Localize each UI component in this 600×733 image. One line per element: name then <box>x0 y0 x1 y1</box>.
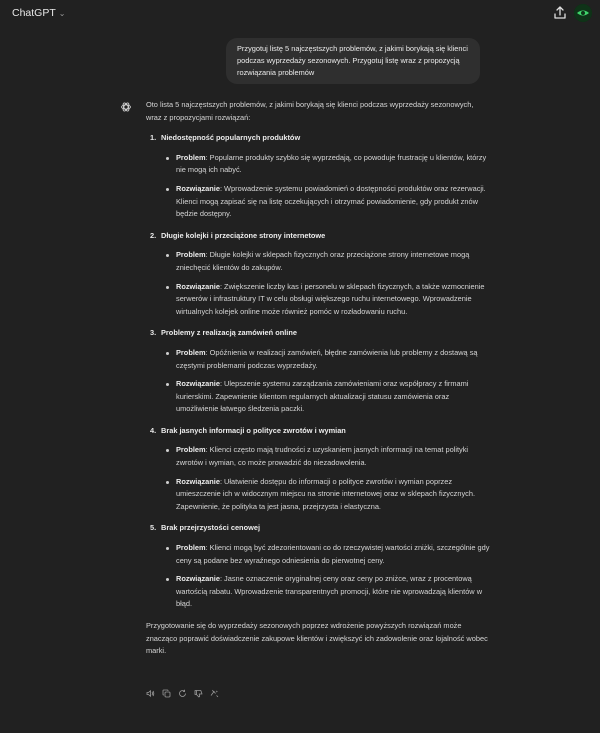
solution-bullet <box>161 573 490 611</box>
problem-label: Problem <box>176 152 206 162</box>
list-item <box>146 327 490 416</box>
solution-bullet <box>161 378 490 416</box>
problem-text: : Długie kolejki w sklepach fizycznych oraz przeciążone strony internetowe mogą zniechęcić klientów do zakupów. <box>176 250 470 272</box>
problem-text: : Opóźnienia w realizacji zamówień, błędne zamówienia lub problemy z dostawą są częstymi problemami podczas wyprzedaży. <box>176 347 478 370</box>
solution-text: : Jasne oznaczenie oryginalnej ceny oraz ceny po zniżce, wraz z procentową wartością rabatu. Wprowadzenie transparentnych promocji, które nie wprowadzają klientów w błąd. <box>176 574 483 609</box>
user-message: Przygotuj listę 5 najczęstszych problemów, z jakimi borykają się klienci podczas wyprzedaży sezonowych. Przygotuj listę wraz z propozycją rozwiązania problemów <box>226 38 480 84</box>
solution-label: Rozwiązanie <box>176 281 220 291</box>
solution-text: : Ułatwienie dostępu do informacji o polityce zwrotów i wymian poprzez umieszczenie ich w widocznym miejscu na stronie internetowej oraz w sklepach fizycznych. Zapewnienie, że polityka ta jest jasna, przejrzysta i elastyczna. <box>176 476 476 511</box>
problem-label: Problem <box>176 445 206 455</box>
response-intro: Oto lista 5 najczęstszych problemów, z jakimi borykają się klienci podczas wyprzedaży sezonowych, wraz z propozycjami rozwiązań: <box>146 100 474 122</box>
item-title: Brak jasnych informacji o polityce zwrotów i wymian <box>161 425 346 435</box>
model-label: ChatGPT <box>12 7 56 19</box>
share-icon[interactable] <box>551 5 569 21</box>
problem-bullet <box>161 542 490 567</box>
model-switch-icon[interactable] <box>210 689 219 698</box>
assistant-response <box>146 99 490 658</box>
read-aloud-icon[interactable] <box>146 689 155 698</box>
problem-bullet <box>161 347 490 372</box>
solution-text: : Ulepszenie systemu zarządzania zamówieniami oraz współpracy z firmami kurierskimi. Zapewnienie klientom regularnych aktualizacji statusu zamówienia oraz umożliwienie łatwego śledzenia paczki. <box>176 379 469 414</box>
list-item <box>146 522 490 611</box>
regenerate-icon[interactable] <box>178 689 187 698</box>
model-selector[interactable] <box>12 7 65 19</box>
problem-label: Problem <box>176 347 206 357</box>
top-bar <box>0 0 600 28</box>
solution-label: Rozwiązanie <box>176 183 220 193</box>
copy-icon[interactable] <box>162 689 171 698</box>
avatar[interactable] <box>574 4 592 22</box>
problem-bullet <box>161 249 490 274</box>
solution-label: Rozwiązanie <box>176 476 220 486</box>
solution-label: Rozwiązanie <box>176 379 220 389</box>
response-outro: Przygotowanie się do wyprzedaży sezonowych poprzez wdrożenie powyższych rozwiązań może znacząco poprawić doświadczenie zakupowe klientów i zwiększyć ich zadowolenie oraz lojalność wobec marki. <box>146 621 488 656</box>
message-actions <box>146 688 219 698</box>
problem-bullet <box>161 444 490 469</box>
solution-bullet <box>161 476 490 514</box>
problem-text: : Klienci mogą być zdezorientowani co do rzeczywistej wartości zniżki, szczególnie gdy ceny są podane bez wyraźnego odniesienia do pierwotnej ceny. <box>176 543 490 565</box>
list-item <box>146 230 490 319</box>
item-title: Problemy z realizacją zamówień online <box>161 328 297 338</box>
solution-text: : Zwiększenie liczby kas i personelu w sklepach fizycznych, a także wzmocnienie serwerów i infrastruktury IT w celu obsługi większego ruchu internetowego. Wprowadzenie wirtualnych kolejek online może również pomóc w rozładowaniu ruchu. <box>176 281 485 316</box>
problem-text: : Popularne produkty szybko się wyprzedają, co powoduje frustrację u klientów, którzy nie mogą ich nabyć. <box>176 152 487 175</box>
item-number: 5. <box>150 523 157 533</box>
problem-list <box>146 132 490 611</box>
solution-bullet <box>161 183 490 221</box>
chevron-down-icon: ⌄ <box>58 8 66 18</box>
problem-label: Problem <box>176 250 206 260</box>
item-title: Niedostępność popularnych produktów <box>161 133 301 143</box>
problem-label: Problem <box>176 543 206 553</box>
problem-text: : Klienci często mają trudności z uzyskaniem jasnych informacji na temat polityki zwrotów i wymian, co może prowadzić do niezadowolenia. <box>176 445 469 468</box>
item-number: 2. <box>150 230 157 240</box>
solution-bullet <box>161 281 490 319</box>
list-item <box>146 132 490 221</box>
item-number: 3. <box>150 328 157 338</box>
list-item <box>146 425 490 514</box>
solution-text: : Wprowadzenie systemu powiadomień o dostępności produktów oraz rezerwacji. Klienci mogą zapisać się na listę oczekujących i otrzymać powiadomienie, gdy produkt znów będzie dostępny. <box>176 183 486 219</box>
item-number: 1. <box>150 133 157 143</box>
thumbs-down-icon[interactable] <box>194 689 203 698</box>
item-title: Długie kolejki i przeciążone strony internetowe <box>161 230 326 240</box>
openai-logo-icon <box>120 100 132 112</box>
item-title: Brak przejrzystości cenowej <box>161 523 260 533</box>
problem-bullet <box>161 152 490 177</box>
solution-label: Rozwiązanie <box>176 574 220 584</box>
item-number: 4. <box>150 425 157 435</box>
